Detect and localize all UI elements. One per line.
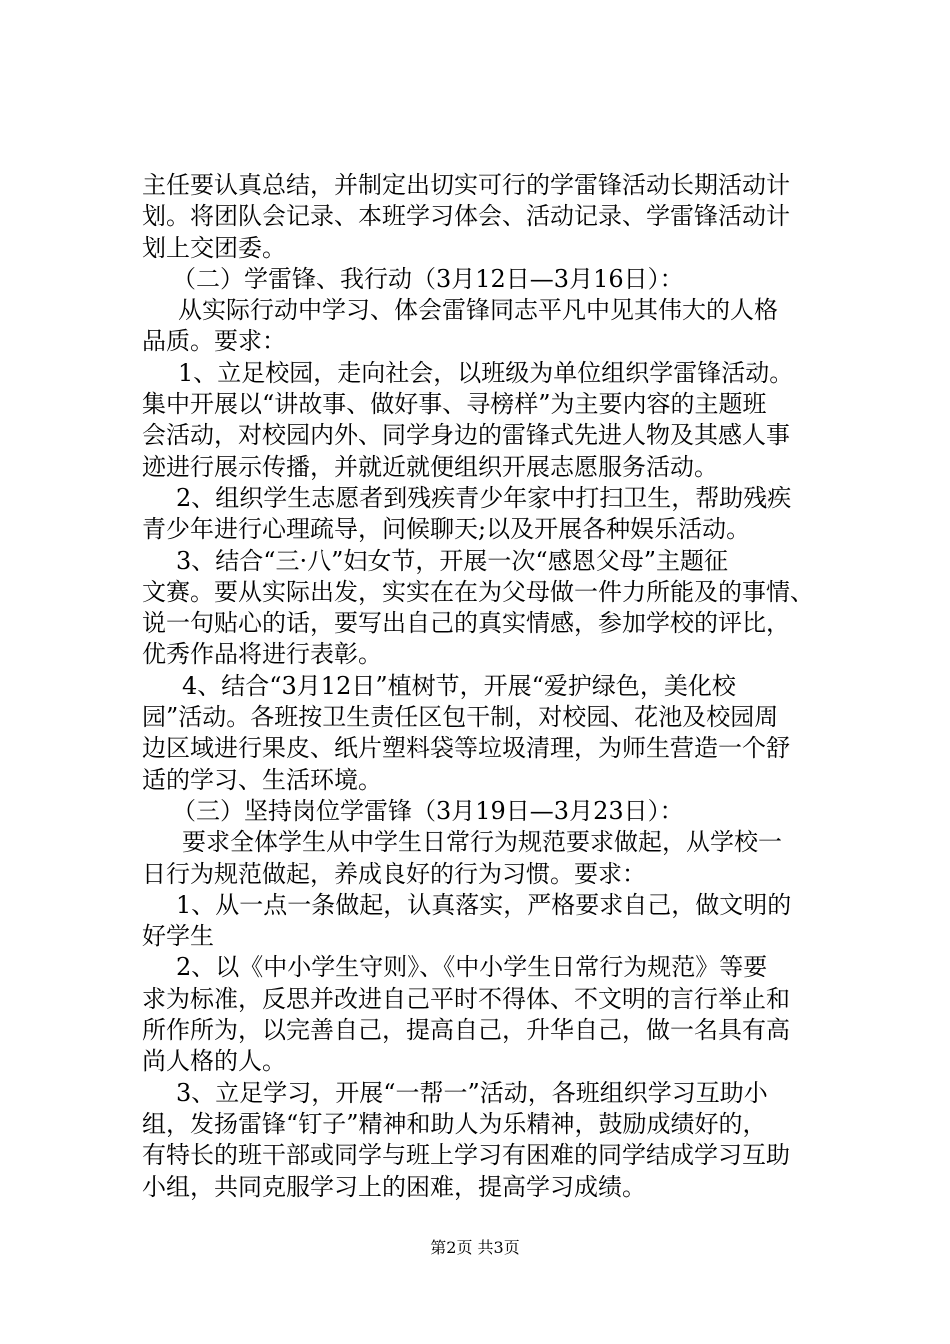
body-line: 3、结合“三·八”妇女节，开展一次“感恩父母”主题征	[176, 546, 728, 575]
section-heading: （三）坚持岗位学雷锋（3月19日—3月23日）：	[172, 796, 684, 825]
body-line: 文赛。要从实际出发，实实在在为父母做一件力所能及的事情、	[142, 577, 814, 606]
page-footer	[0, 1238, 950, 1258]
body-line: 主任要认真总结，并制定出切实可行的学雷锋活动长期活动计	[142, 171, 790, 199]
body-line: 品质。要求：	[142, 327, 286, 356]
section-heading: （二）学雷锋、我行动（3月12日—3月16日）：	[172, 264, 684, 293]
body-line: 从实际行动中学习、体会雷锋同志平凡中见其伟大的人格	[178, 296, 778, 325]
body-line: 迹进行展示传播，并就近就便组织开展志愿服务活动。	[142, 452, 718, 481]
body-line: 日行为规范做起，养成良好的行为习惯。要求：	[142, 859, 646, 888]
body-line: 1、立足校园，走向社会，以班级为单位组织学雷锋活动。	[178, 358, 794, 387]
body-line: 2、组织学生志愿者到残疾青少年家中打扫卫生，帮助残疾	[176, 483, 792, 512]
body-line: 青少年进行心理疏导，问候聊天;以及开展各种娱乐活动。	[142, 515, 751, 544]
page-number: 第2页 共3页	[430, 1238, 520, 1257]
body-line: 园”活动。各班按卫生责任区包干制，对校园、花池及校园周	[142, 703, 779, 732]
body-line: 1、从一点一条做起，认真落实，严格要求自己，做文明的	[176, 890, 792, 919]
body-line: 小组，共同克服学习上的困难，提高学习成绩。	[142, 1172, 646, 1201]
body-line: 优秀作品将进行表彰。	[142, 640, 382, 669]
body-line: 划。将团队会记录、本班学习体会、活动记录、学雷锋活动计	[142, 202, 790, 231]
body-line: 求为标准，反思并改进自己平时不得体、不文明的言行举止和	[142, 984, 790, 1013]
document-body	[142, 170, 842, 1203]
body-line: 好学生	[142, 922, 214, 951]
body-line: 2、以《中小学生守则》、《中小学生日常行为规范》等要	[176, 953, 768, 982]
body-line: 尚人格的人。	[142, 1047, 286, 1076]
body-line: 要求全体学生从中学生日常行为规范要求做起，从学校一	[182, 828, 782, 857]
body-line: 会活动，对校园内外、同学身边的雷锋式先进人物及其感人事	[142, 421, 790, 450]
body-line: 组，发扬雷锋“钉子”精神和助人为乐精神，鼓励成绩好的，	[142, 1109, 767, 1138]
body-line: 所作所为，以完善自己，提高自己，升华自己，做一名具有高	[142, 1016, 790, 1045]
body-line: 适的学习、生活环境。	[142, 765, 382, 794]
body-line: 4、结合“3月12日”植树节，开展“爱护绿色，美化校	[182, 671, 736, 700]
body-line: 3、立足学习，开展“一帮一”活动，各班组织学习互助小	[176, 1078, 768, 1107]
body-line: 边区域进行果皮、纸片塑料袋等垃圾清理，为师生营造一个舒	[142, 734, 790, 763]
body-line: 有特长的班干部或同学与班上学习有困难的同学结成学习互助	[142, 1141, 790, 1170]
body-line: 集中开展以“讲故事、做好事、寻榜样”为主要内容的主题班	[142, 390, 767, 419]
body-line: 说一句贴心的话，要写出自己的真实情感，参加学校的评比，	[142, 609, 790, 638]
body-line: 划上交团委。	[142, 233, 286, 262]
